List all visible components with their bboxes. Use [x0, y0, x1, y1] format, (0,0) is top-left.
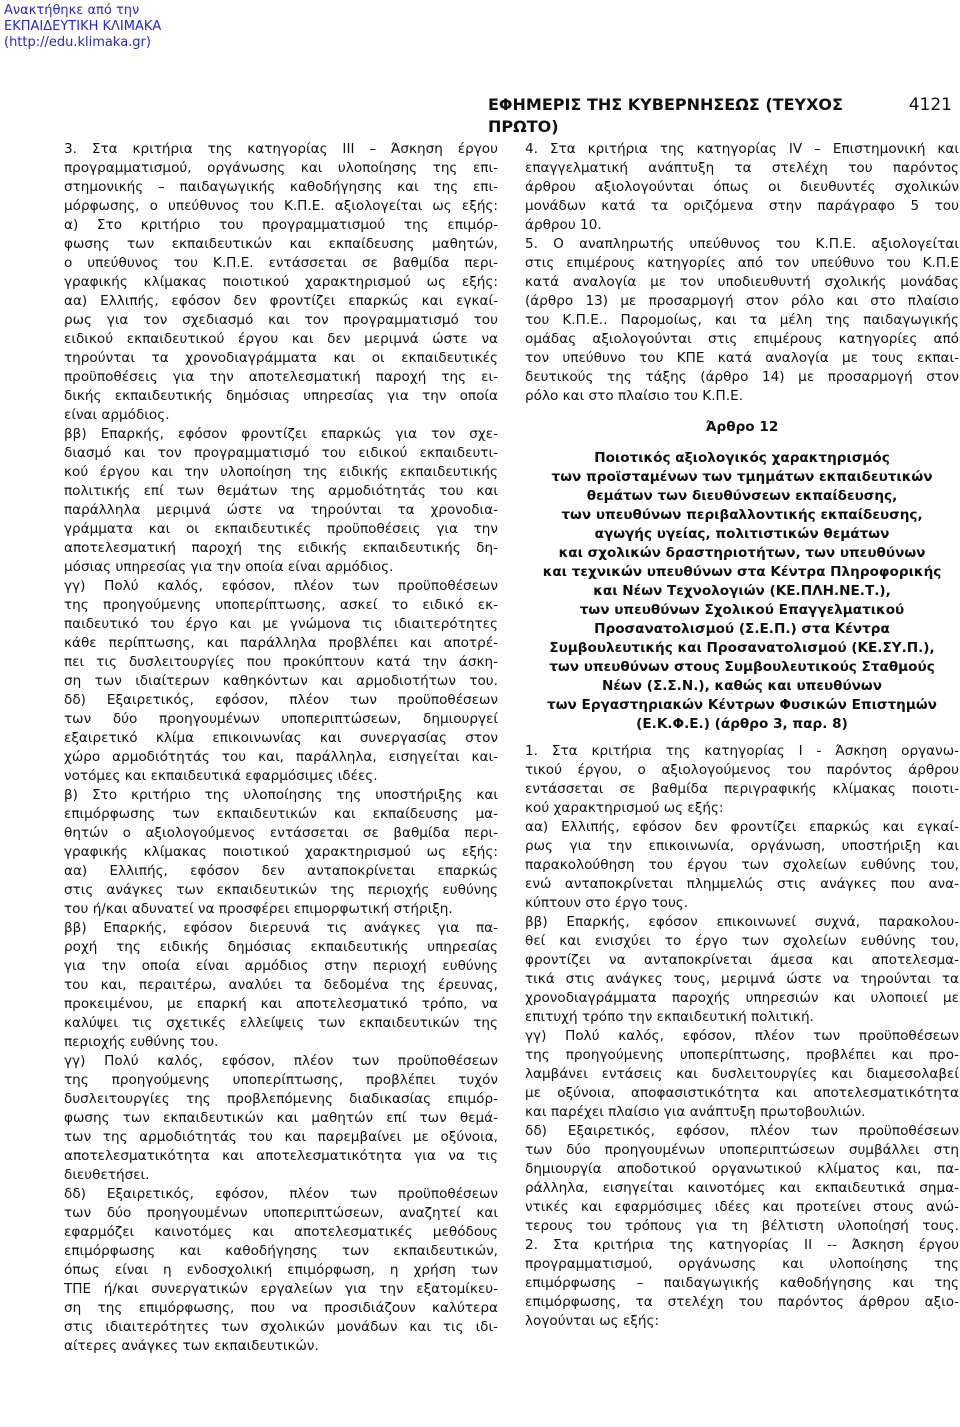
text-line: προγραμματισμού, οργάνωσης και υλοποίησης της επι-	[64, 160, 498, 176]
text-line: προϋποθέσεις για την αποτελεσματική παροχή της ει-	[64, 369, 498, 385]
text-line: αα) Ελλιπής, εφόσον δεν φροντίζει επαρκώς και εγκαί-	[64, 293, 498, 309]
heading-line: θεμάτων των διευθύνσεων εκπαίδευσης,	[586, 488, 898, 504]
text-line: καλύψει τις σχετικές ελλείψεις των εκπαιδευτικών της	[64, 1015, 498, 1031]
text-line: νοτόμες και εκπαιδευτικά εφαρμόσιμες ιδέες.	[64, 768, 378, 784]
text-line: του Κ.Π.Ε.. Παρομοίως, και τα μέλη της παιδαγωγικής	[525, 312, 959, 328]
text-line: της προηγούμενης υποπερίπτωσης, προβλέπει και προ-	[525, 1047, 959, 1063]
heading-line: (Ε.Κ.Φ.Ε.) (άρθρο 3, παρ. 8)	[636, 716, 848, 732]
heading-line: των υπευθύνων Σχολικού Επαγγελματικού	[579, 602, 905, 618]
heading-line: Ποιοτικός αξιολογικός χαρακτηρισμός	[594, 450, 890, 466]
text-line: ρως για την επικοινωνία, οργάνωση, υποστήριξη και	[525, 838, 959, 854]
text-line: στις ανάγκες των εκπαιδευτικών της περιοχής ευθύνης	[64, 882, 498, 898]
text-line: ββ) Επαρκής, εφόσον επικοινωνεί συχνά, παρακολου-	[525, 914, 959, 930]
heading-line: και τεχνικών υπευθύνων στα Κέντρα Πληροφορικής	[542, 564, 942, 580]
text-line: παρακολούθηση του έργου των σχολείων ευθύνης του,	[525, 857, 959, 873]
text-line: τικά στις ανάγκες τους, μεριμνά ώστε να τηρούνται τα	[525, 971, 959, 987]
text-line: και παρέχει πλαίσιο για ανάπτυξη πρωτοβουλιών.	[525, 1104, 866, 1120]
text-line: τικού έργου, ο αξιολογούμενος του παρόντος άρθρου	[525, 762, 959, 778]
text-line: λογούνται ως εξής:	[525, 1313, 660, 1329]
text-line: για την οποία είναι αρμόδιος στην περιοχή ευθύνης	[64, 958, 498, 974]
text-line: δυσλειτουργίες της προβλεπόμενης διαδικασίας επιμόρ-	[64, 1091, 498, 1107]
text-line: α) Στο κριτήριο του προγραμματισμού της επιμόρ-	[64, 217, 498, 233]
text-line: στις επιμέρους κατηγορίες από τον υπεύθυνο του Κ.Π.Ε	[525, 255, 959, 271]
text-line: στημονικής – παιδαγωγικής καθοδήγησης και της επι-	[64, 179, 498, 195]
text-line: εξαιρετικό κλίμα επικοινωνίας και συνεργασίας στον	[64, 730, 498, 746]
text-line: άρθρου αξιολογούνται όπως οι διευθυντές σχολικών	[525, 179, 959, 195]
article-title: Άρθρο 12	[705, 419, 779, 435]
heading-line: Συμβουλευτικής και Προσανατολισμού (ΚΕ.ΣΥ.Π.),	[549, 640, 935, 656]
text-line: στις ιδιαιτερότητες των σχολικών μονάδων και τις ιδι-	[64, 1319, 498, 1335]
left-column	[64, 140, 498, 1356]
text-line: ββ) Επαρκής, εφόσον φροντίζει επαρκώς για τον σχε-	[64, 426, 498, 442]
source-line[interactable]: ΕΚΠΑΙΔΕΥΤΙΚΗ ΚΛΙΜΑΚΑ	[4, 19, 162, 34]
text-line: αίτερες ανάγκες των εκπαιδευτικών.	[64, 1338, 319, 1354]
text-line: επιμόρφωσης, τα στελέχη του παρόντος άρθρου αξιο-	[525, 1294, 959, 1310]
text-line: πει τις δυσλειτουργίες που προκύπτουν κατά την άσκη-	[64, 654, 498, 670]
text-line: παράλληλα μεριμνά ώστε να τηρούνται τα χρονοδια-	[64, 502, 498, 518]
heading-line: αγωγής υγείας, πολιτιστικών θεμάτων	[594, 526, 890, 542]
text-line: όπως είναι η ενδοσχολική επιμόρφωση, η χρήση των	[64, 1262, 498, 1278]
text-line: του ή/και αδυνατεί να προσφέρει επιμορφωτική στήριξη.	[64, 901, 453, 917]
text-line: ο υπεύθυνος του Κ.Π.Ε. εντάσσεται σε βαθμίδα περι-	[64, 255, 498, 271]
text-line: των δύο προηγουμένων υποπεριπτώσεων συμβάλλει στη	[525, 1142, 959, 1158]
text-line: λαμβάνει εντάσεις και δυσλειτουργίες και διαμεσολαβεί	[525, 1066, 959, 1082]
text-line: ρόλο και στο πλαίσιο του Κ.Π.Ε.	[525, 388, 743, 404]
heading-line: Νέων (Σ.Σ.Ν.), καθώς και υπευθύνων	[601, 678, 882, 694]
article-heading	[525, 449, 959, 734]
text-line: είναι αρμόδιος.	[64, 407, 170, 423]
text-line: κάθε περίπτωσης, και παράλληλα προβλέπει και αποτρέ-	[64, 635, 498, 651]
text-line: ρως για τον σχεδιασμό και τον προγραμματισμό του	[64, 312, 498, 328]
text-line: πολιτικής επί των θεμάτων της αρμοδιότητάς του και	[64, 483, 498, 499]
text-line: ενώ ανταποκρίνεται πλημμελώς στις ανάγκες που ανα-	[525, 876, 959, 892]
text-line: αποτελεσματικότητα και αποτελεσματικότητα για να τις	[64, 1148, 498, 1164]
text-line: ΤΠΕ ή/και συνεργατικών εργαλείων για την εξατομίκευ-	[64, 1281, 498, 1297]
text-line: μόσιας υπηρεσίας για την οποία είναι αρμόδιος.	[64, 559, 394, 575]
text-line: δικής εκπαιδευτικής δημόσιας υπηρεσίας για την οποία	[64, 388, 498, 404]
text-line: αα) Ελλιπής, εφόσον δεν φροντίζει επαρκώς και εγκαί-	[525, 819, 959, 835]
text-line: με οξύνοια, αποφασιστικότητα και αποτελεσματικότητα	[525, 1085, 959, 1101]
heading-line: Προσανατολισμού (Σ.Ε.Π.) στα Κέντρα	[594, 621, 890, 637]
text-line: χώρο αρμοδιότητάς του και, παράλληλα, εισηγείται και-	[64, 749, 498, 765]
text-line: γγ) Πολύ καλός, εφόσον, πλέον των προϋποθέσεων	[64, 578, 498, 594]
text-line: ειδικού εκπαιδευτικού έργου και δεν μεριμνά ώστε να	[64, 331, 498, 347]
heading-line: και Νέων Τεχνολογιών (ΚΕ.ΠΛΗ.ΝΕ.Τ.),	[593, 583, 891, 599]
text-line: φροντίζει να ανταποκρίνεται άμεσα και αποτελεσμα-	[525, 952, 959, 968]
text-line: άρθρου 10.	[525, 217, 602, 233]
text-line: των δύο προηγουμένων υποπεριπτώσεων, δημιουργεί	[64, 711, 498, 727]
text-line: επιμόρφωσης – παιδαγωγικής καθοδήγησης και της	[525, 1275, 959, 1291]
source-line[interactable]: Ανακτήθηκε από την	[4, 3, 140, 18]
text-line: κού χαρακτηρισμού ως εξής:	[525, 800, 724, 816]
text-line: επιμόρφωσης των εκπαιδευτικών και εκπαίδευσης μα-	[64, 806, 498, 822]
page-number: 4121	[908, 95, 952, 115]
heading-line: των προϊσταμένων των τμημάτων εκπαιδευτικών	[551, 469, 933, 485]
text-line: προγραμματισμού, οργάνωσης και υλοποίησης της	[525, 1256, 959, 1272]
right-bottom-text	[525, 742, 959, 1331]
text-line: περιοχής ευθύνης του.	[64, 1034, 219, 1050]
text-line: 3. Στα κριτήρια της κατηγορίας ΙΙΙ – Άσκηση έργου	[64, 141, 498, 157]
right-column	[525, 140, 959, 1331]
text-line: εφαρμόζει καινοτόμες και αποτελεσματικές μεθόδους	[64, 1224, 498, 1240]
text-line: 5. Ο αναπληρωτής υπεύθυνος του Κ.Π.Ε. αξιολογείται	[525, 236, 959, 252]
text-line: δημιουργία αποδοτικού οργανωτικού κλίματος και, πα-	[525, 1161, 959, 1177]
text-line: φωσης των εκπαιδευτικών και μαθητών επί των θεμά-	[64, 1110, 498, 1126]
text-line: της προηγούμενης υποπερίπτωσης, προβλέπει τυχόν	[64, 1072, 498, 1088]
gazette-title: ΕΦΗΜΕΡΙΣ ΤΗΣ ΚΥΒΕΡΝΗΣΕΩΣ (ΤΕΥΧΟΣ ΠΡΩΤΟ)	[488, 95, 843, 136]
source-link[interactable]: (http://edu.klimaka.gr)	[4, 35, 151, 50]
text-line: εντάσσεται σε βαθμίδα περιγραφικής κλίμακας ποιοτι-	[525, 781, 959, 797]
text-line: του και, περαιτέρω, αναλύει τα δεδομένα της έρευνας,	[64, 977, 498, 993]
text-line: ση της επιμόρφωσης, που να προσιδιάζουν καλύτερα	[64, 1300, 498, 1316]
text-line: θητών ο αξιολογούμενος εντάσσεται σε βαθμίδα περι-	[64, 825, 498, 841]
text-line: τερους του τρόπους για τη βέλτιστη υλοποίησή τους.	[525, 1218, 959, 1234]
text-line: χρονοδιαγράμματα παροχής υπηρεσιών και υλοποιεί με	[525, 990, 959, 1006]
heading-line: και σχολικών δραστηριοτήτων, των υπευθύνων	[558, 545, 926, 561]
text-line: τηρούνται τα χρονοδιαγράμματα και οι εκπαιδευτικές	[64, 350, 498, 366]
heading-line: των Εργαστηριακών Κέντρων Φυσικών Επιστημών	[547, 697, 937, 713]
text-line: ροχή της ειδικής δημόσιας εκπαιδευτικής υπηρεσίας	[64, 939, 498, 955]
text-line: κύπτουν στο έργο τους.	[525, 895, 689, 911]
heading-line: των υπευθύνων περιβαλλοντικής εκπαίδευσης,	[561, 507, 923, 523]
text-line: της προηγούμενης υποπερίπτωσης, ασκεί το ειδικό εκ-	[64, 597, 498, 613]
text-line: γραφικής κλίμακας ποιοτικού χαρακτηρισμού ως εξής:	[64, 844, 498, 860]
text-line: γγ) Πολύ καλός, εφόσον, πλέον των προϋποθέσεων	[64, 1053, 498, 1069]
text-line: δδ) Εξαιρετικός, εφόσον, πλέον των προϋποθέσεων	[525, 1123, 959, 1139]
text-line: θεί και ενισχύει το έργο των σχολείων ευθύνης του,	[525, 933, 959, 949]
text-line: επιτυχή τρόπο την εκπαιδευτική πολιτική.	[525, 1009, 814, 1025]
text-line: των της αρμοδιότητάς του και παρεμβαίνει με οξύνοια,	[64, 1129, 498, 1145]
text-line: φωσης των εκπαιδευτικών και εκπαίδευσης μαθητών,	[64, 236, 498, 252]
text-line: ντικές και εφαρμόσιμες ιδέες και προτείνει στους ανώ-	[525, 1199, 959, 1215]
text-line: β) Στο κριτήριο της υλοποίησης της υποστήριξης και	[64, 787, 498, 803]
text-line: 2. Στα κριτήρια της κατηγορίας ΙΙ -- Άσκηση έργου	[525, 1237, 959, 1253]
text-line: επιμόρφωσης και καθοδήγησης των εκπαιδευτικών,	[64, 1243, 498, 1259]
text-line: μονάδων κατά τα οριζόμενα στην παράγραφο 5 του	[525, 198, 959, 214]
text-line: αα) Ελλιπής, εφόσον δεν ανταποκρίνεται επαρκώς	[64, 863, 498, 879]
text-line: διευθετήσει.	[64, 1167, 150, 1183]
text-line: των δύο προηγουμένων υποπεριπτώσεων, αναζητεί και	[64, 1205, 498, 1221]
text-line: γράμματα και οι εκπαιδευτικές προϋποθέσεις για την	[64, 521, 498, 537]
source-attribution	[4, 3, 161, 51]
text-line: δευτικούς της τάξης (άρθρο 14) με προσαρμογή στον	[525, 369, 959, 385]
text-line: παιδευτικό του έργο και με γνώμονα τις ιδιαιτερότητες	[64, 616, 498, 632]
text-line: 1. Στα κριτήρια της κατηγορίας Ι - Άσκηση οργανω-	[525, 743, 959, 759]
text-line: μόρφωσης, ο υπεύθυνος του Κ.Π.Ε. αξιολογείται ως εξής:	[64, 198, 498, 214]
text-line: 4. Στα κριτήρια της κατηγορίας IV – Επιστημονική και	[525, 141, 959, 157]
text-line: προκειμένου, με επαρκή και αποτελεσματικό τρόπο, να	[64, 996, 498, 1012]
text-line: γραφικής κλίμακας ποιοτικού χαρακτηρισμού ως εξής:	[64, 274, 498, 290]
text-line: επαγγελματική ανάπτυξη τα στελέχη του παρόντος	[525, 160, 959, 176]
text-line: γγ) Πολύ καλός, εφόσον, πλέον των προϋποθέσεων	[525, 1028, 959, 1044]
right-top-text	[525, 140, 959, 406]
text-line: τον υπεύθυνο του ΚΠΕ κατά αναλογία με τους εκπαι-	[525, 350, 959, 366]
text-line: αποτελεσματική παροχή της ειδικής εκπαιδευτικής δη-	[64, 540, 498, 556]
text-line: ράλληλα, εισηγείται καινοτόμες και εκπαιδευτικά σημα-	[525, 1180, 959, 1196]
text-line: δδ) Εξαιρετικός, εφόσον, πλέον των προϋποθέσεων	[64, 692, 498, 708]
heading-line: των υπευθύνων στους Συμβουλευτικούς Σταθμούς	[549, 659, 935, 675]
text-line: ομάδας αξιολογούνται στις επιμέρους κατηγορίες από	[525, 331, 959, 347]
text-line: κού έργου και την υλοποίηση της ειδικής εκπαιδευτικής	[64, 464, 498, 480]
text-line: δδ) Εξαιρετικός, εφόσον, πλέον των προϋποθέσεων	[64, 1186, 498, 1202]
text-line: διασμό και τον προγραμματισμό του ειδικού εκπαιδευτι-	[64, 445, 498, 461]
text-line: ββ) Επαρκής, εφόσον διερευνά τις ανάγκες για πα-	[64, 920, 498, 936]
text-line: κατά αναλογία με τον υποδιευθυντή σχολικής μονάδας	[525, 274, 959, 290]
text-line: (άρθρο 13) με προσαρμογή στον ρόλο και στο πλαίσιο	[525, 293, 959, 309]
text-line: ση των ιδιαίτερων καθηκόντων και αρμοδιοτήτων του.	[64, 673, 498, 689]
